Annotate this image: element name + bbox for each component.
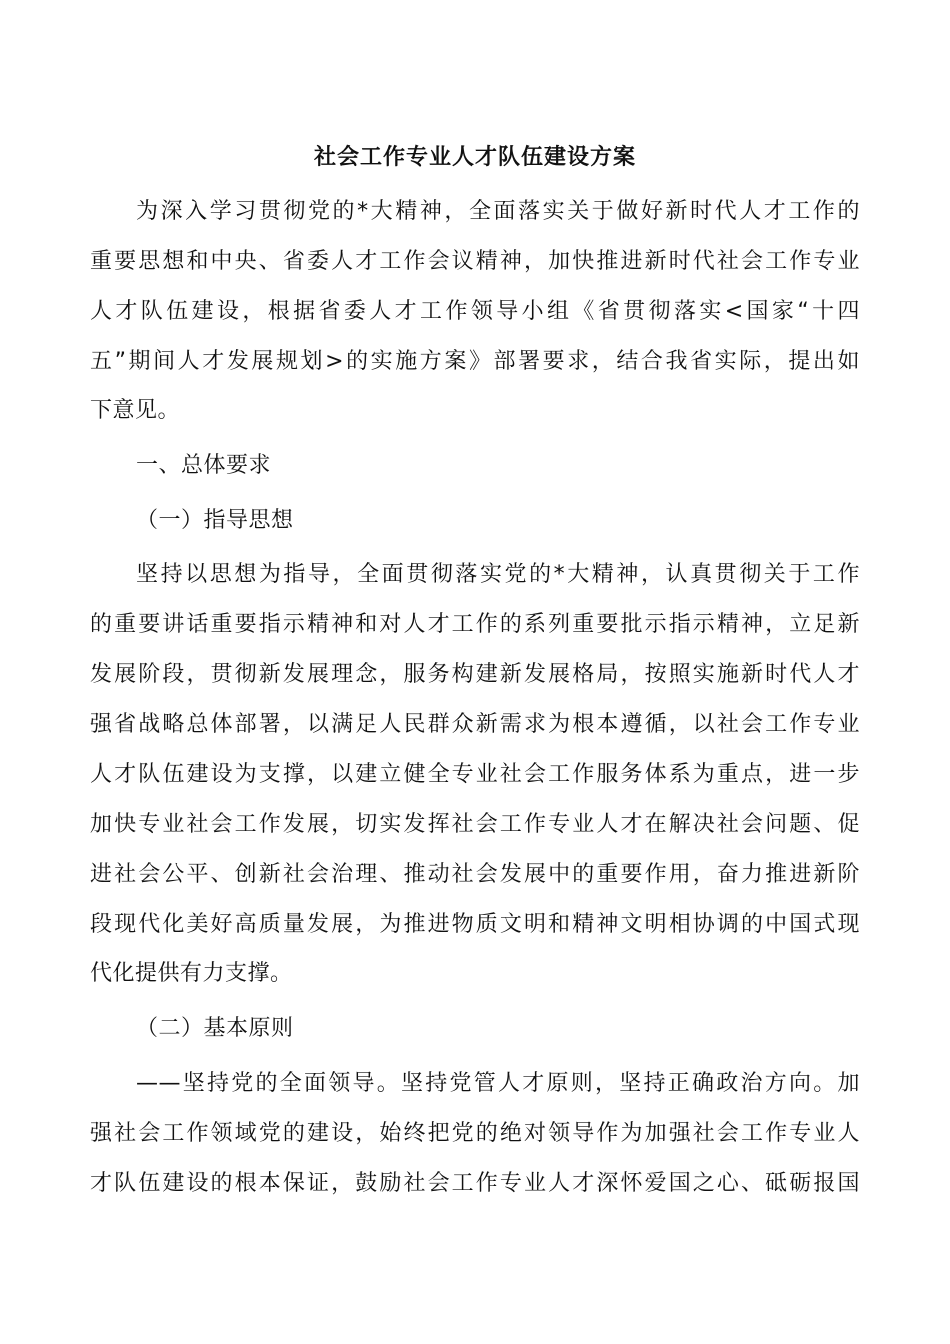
subsection-heading: （一）指导思想 [136,508,294,533]
paragraph-line: 加快专业社会工作发展，切实发挥社会工作专业人才在解决社会问题、促 [90,812,860,837]
paragraph-line: 段现代化美好高质量发展，为推进物质文明和精神文明相协调的中国式现 [90,912,860,937]
paragraph-line: 发展阶段，贯彻新发展理念，服务构建新发展格局，按照实施新时代人才 [90,662,860,687]
paragraph-line: 坚持以思想为指导，全面贯彻落实党的*大精神，认真贯彻关于工作 [136,562,860,587]
paragraph-line: 强社会工作领域党的建设，始终把党的绝对领导作为加强社会工作专业人 [90,1121,860,1146]
paragraph-line: 才队伍建设的根本保证，鼓励社会工作专业人才深怀爱国之心、砥砺报国 [90,1171,860,1196]
subsection-heading: （二）基本原则 [136,1016,294,1041]
paragraph-line: 重要思想和中央、省委人才工作会议精神，加快推进新时代社会工作专业 [90,249,860,274]
document-title: 社会工作专业人才队伍建设方案 [313,145,636,170]
paragraph-line: 代化提供有力支撑。 [90,961,293,986]
paragraph-line: 进社会公平、创新社会治理、推动社会发展中的重要作用，奋力推进新阶 [90,862,860,887]
paragraph-line: 五”期间人才发展规划>的实施方案》部署要求，结合我省实际，提出如 [90,349,860,374]
paragraph-line: ——坚持党的全面领导。坚持党管人才原则，坚持正确政治方向。加 [136,1071,860,1096]
paragraph-line: 人才队伍建设，根据省委人才工作领导小组《省贯彻落实<国家“十四 [90,299,860,324]
paragraph-line: 下意见。 [90,398,181,423]
paragraph-line: 的重要讲话重要指示精神和对人才工作的系列重要批示指示精神，立足新 [90,612,860,637]
section-heading: 一、总体要求 [136,453,272,478]
paragraph-line: 人才队伍建设为支撑，以建立健全专业社会工作服务体系为重点，进一步 [90,762,860,787]
paragraph-line: 为深入学习贯彻党的*大精神，全面落实关于做好新时代人才工作的 [136,199,860,224]
paragraph-line: 强省战略总体部署，以满足人民群众新需求为根本遵循，以社会工作专业 [90,712,860,737]
